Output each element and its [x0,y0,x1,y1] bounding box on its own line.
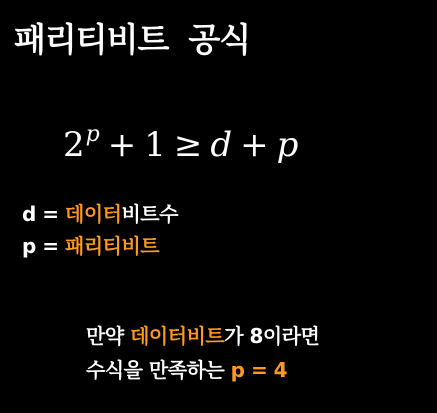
parity-formula [63,122,298,165]
formula-plus-2: + [240,125,269,165]
formula-one: 1 [144,125,166,165]
legend-d-highlight: 데이터 [65,202,122,226]
legend-p-prefix: p = [22,234,65,258]
note-line-2-highlight: p = 4 [230,358,288,382]
formula-p: p [276,125,299,165]
note-line-2 [86,354,287,383]
formula-exponent: p [85,122,100,147]
legend-p-highlight: 패리티비트 [65,234,160,258]
note-line-1 [86,320,319,349]
note-line-2-prefix: 수식을 만족하는 [86,358,231,382]
legend-p [22,230,159,259]
legend-d-suffix: 비트수 [121,202,178,226]
formula-geq: ≥ [173,125,203,165]
title-main: 패리티비트 [14,20,169,59]
legend-d [22,198,178,227]
note-line-1-suffix: 가 8이라면 [224,324,320,348]
legend-d-prefix: d = [22,202,65,226]
page-title [14,14,250,61]
formula-plus-1: + [107,125,137,165]
formula-d: d [210,125,233,165]
note-line-1-highlight: 데이터비트 [130,324,225,348]
note-line-1-prefix: 만약 [86,324,131,348]
title-sub: 공식 [188,20,251,59]
formula-base: 2 [63,125,85,165]
